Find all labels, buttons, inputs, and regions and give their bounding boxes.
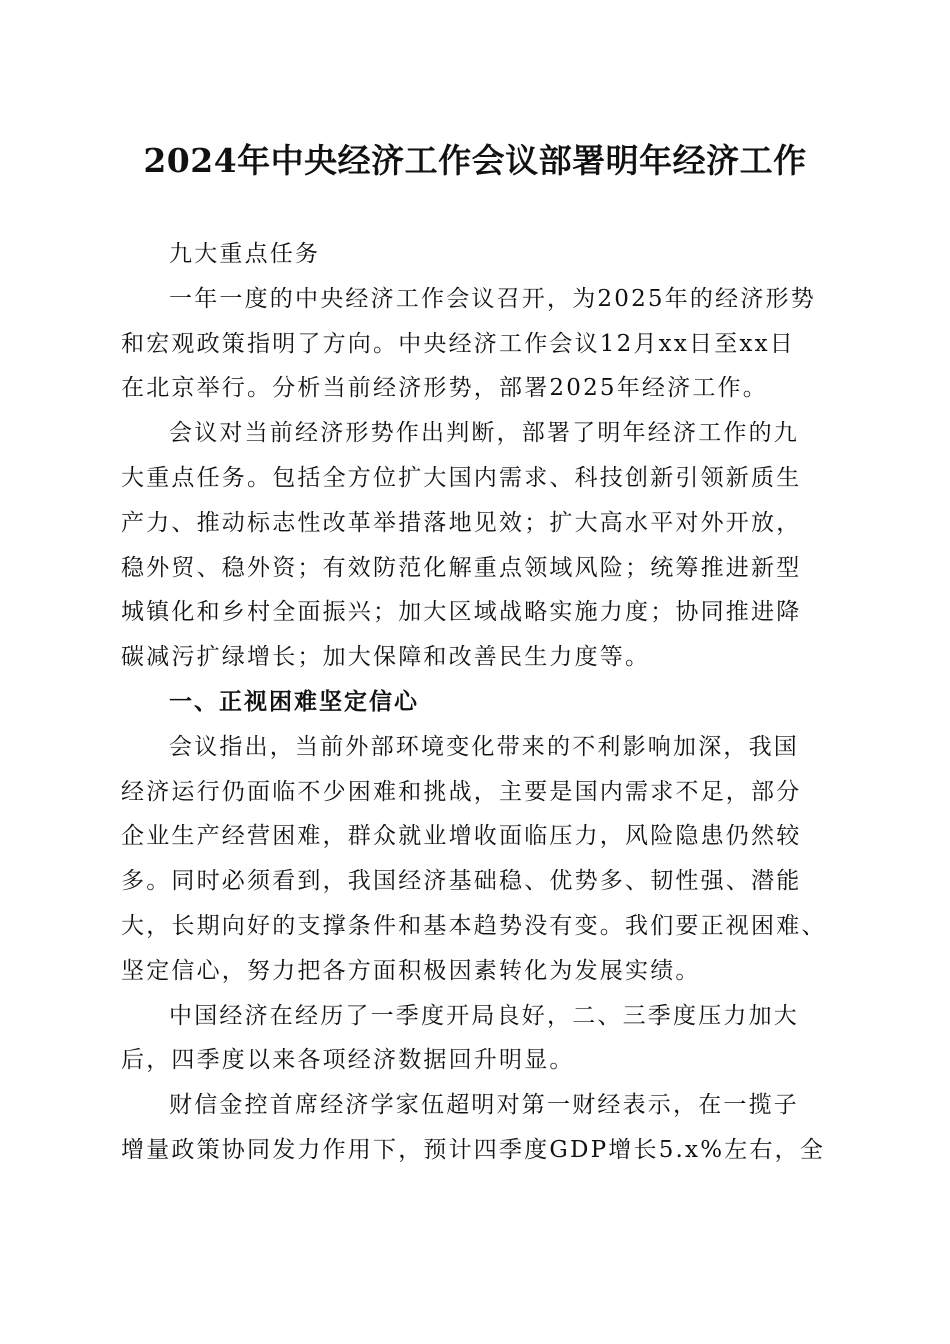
document-title: 2024年中央经济工作会议部署明年经济工作 (143, 141, 807, 180)
paragraph-line: 碳减污扩绿增长；加大保障和改善民生力度等。 (121, 644, 651, 671)
paragraph-line: 坚定信心，努力把各方面积极因素转化为发展实绩。 (121, 957, 701, 984)
paragraph-line: 企业生产经营困难，群众就业增收面临压力，风险隐患仍然较 (121, 823, 802, 850)
paragraph-line: 和宏观政策指明了方向。中央经济工作会议12月xx日至xx日 (121, 330, 795, 357)
paragraph-line: 财信金控首席经济学家伍超明对第一财经表示，在一揽子 (169, 1092, 799, 1119)
paragraph-line: 后，四季度以来各项经济数据回升明显。 (121, 1047, 575, 1074)
paragraph-line: 在北京举行。分析当前经济形势，部署2025年经济工作。 (121, 375, 768, 402)
document-body (121, 232, 841, 1173)
paragraph-line: 大，长期向好的支撑条件和基本趋势没有变。我们要正视困难、 (121, 912, 827, 939)
paragraph-line: 城镇化和乡村全面振兴；加大区域战略实施力度；协同推进降 (121, 599, 802, 626)
paragraph-line: 产力、推动标志性改革举措落地见效；扩大高水平对外开放， (121, 509, 802, 536)
paragraph-line: 中国经济在经历了一季度开局良好，二、三季度压力加大 (169, 1002, 799, 1029)
paragraph-line: 一年一度的中央经济工作会议召开，为2025年的经济形势 (169, 285, 816, 312)
section-heading: 一、正视困难坚定信心 (169, 688, 419, 715)
paragraph-line: 会议对当前经济形势作出判断，部署了明年经济工作的九 (169, 420, 799, 447)
paragraph-line: 大重点任务。包括全方位扩大国内需求、科技创新引领新质生 (121, 464, 802, 491)
paragraph-line: 经济运行仍面临不少困难和挑战，主要是国内需求不足，部分 (121, 778, 802, 805)
paragraph-line: 会议指出，当前外部环境变化带来的不利影响加深，我国 (169, 733, 799, 760)
paragraph-line: 多。同时必须看到，我国经济基础稳、优势多、韧性强、潜能 (121, 868, 802, 895)
paragraph-line: 稳外贸、稳外资；有效防范化解重点领域风险；统筹推进新型 (121, 554, 802, 581)
paragraph-line: 增量政策协同发力作用下，预计四季度GDP增长5.x%左右，全 (121, 1136, 826, 1163)
subtitle-line: 九大重点任务 (169, 241, 321, 267)
